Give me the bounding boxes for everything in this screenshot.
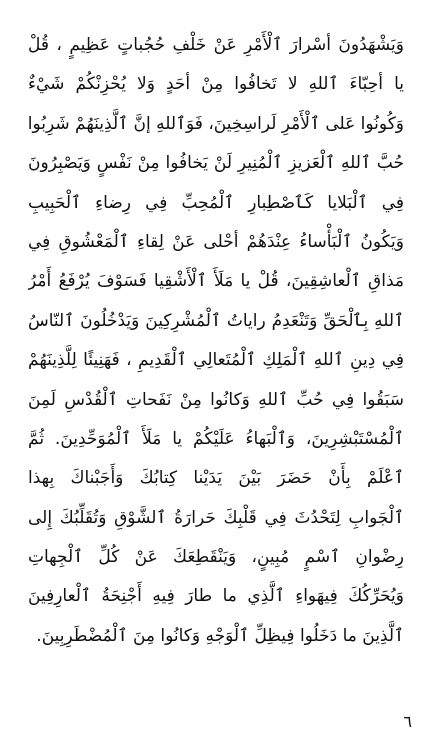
body-text [28, 26, 404, 656]
page-number: ٦ [403, 712, 412, 731]
text-line: وَكُونُوا عَلى ٱلْأَمْرِ لَراسِخِينَ، فَوَٱللهِ إنَّ ٱلَّذِينَهُمْ شَرِبُوا [28, 113, 404, 134]
text-line: فِي ٱلْبَلايا كَٱصْطِبارِ ٱلْمُحِبِّ فِي رِضاءِ ٱلْحَبِيبِ [28, 192, 404, 213]
text-line: ٱلْمُسْتَبْشِرِينَ، وَٱلْبَهاءُ عَلَيْكُمْ يا مَلَأَ ٱلْمُوَحِّدِينَ. ثُمَّ [28, 428, 404, 449]
text-line: ٱلْجَوابِ لِتَحْدُثَ فِي قَلْبِكَ حَرارَةُ ٱلشَّوْقِ وَتُقَلِّبُكَ إِلى [28, 507, 404, 528]
text-line: حُبَّ ٱللهِ ٱلْعَزيزِ ٱلْمُنِيرِ لَنْ يَخافُوا مِنْ نَفْسٍ وَيَصْبِرُونَ [28, 153, 404, 174]
text-line: ٱلَّذِينَ ما دَخَلُوا فِيظِلِّ ٱلْوَجْهِ وَكانُوا مِنَ ٱلْمُضْطَرِبِينَ. [36, 625, 404, 646]
text-line: وَيَكُونُ ٱلْبَأْساءُ عِنْدَهُمْ أحْلى عَنْ لِقاءِ ٱلْمَعْشُوقِ فِي [28, 231, 404, 252]
text-line: سَبَقُوا فِي حُبِّ ٱللهِ وَكانُوا مِنْ نَفَحاتِ ٱلْقُدْسِ لَمِنَ [28, 389, 404, 410]
text-line: ٱعْلَمْ بِأَنْ حَضَرَ بَيْنَ يَدَيْنا كِتابُكَ وَأَجَبْناكَ بِهذا [28, 468, 404, 489]
text-line: يا أحِبّاءَ ٱللهِ لا تَخافُوا مِنْ أحَدٍ وَلا يُحْزِنْكُمْ شَيْءٌ [28, 74, 404, 95]
text-line: رِضْوانِ ٱسْمٍ مُبِينٍ، وَيَنْقَطِعَكَ عَنْ كُلِّ ٱلْجِهاتِ [28, 547, 404, 568]
text-line: وَيُحَرِّكُكَ فِيهَواءِ ٱلَّذِي ما طارَ فِيهِ أَجْنِحَةُ ٱلْعارِفِينَ [28, 586, 404, 607]
text-line: وَيَشْهَدُونَ أسْرارَ ٱلْأَمْرِ عَنْ خَلْفِ حُجُباتٍ عَظِيمٍ ، قُلْ [28, 35, 404, 55]
text-line: مَذاقِ ٱلْعاشِقِينَ، قُلْ يا مَلَأَ ٱلْأَشْقِيا فَسَوْفَ يُرْفَعُ أَمْرُ [28, 271, 404, 292]
text-line: ٱللهِ بِٱلْحَقِّ وَتَنْعَدِمُ راياتُ ٱلْمُشْرِكِينَ وَيَدْخُلُونَ ٱلنّاسُ [28, 310, 404, 331]
text-line: فِي دِينِ ٱللهِ ٱلْمَلِكِ ٱلْمُتَعالِي ٱلْقَدِيمِ ، فَهَنِيئًا لِلَّذِينَهُمْ [28, 350, 404, 371]
